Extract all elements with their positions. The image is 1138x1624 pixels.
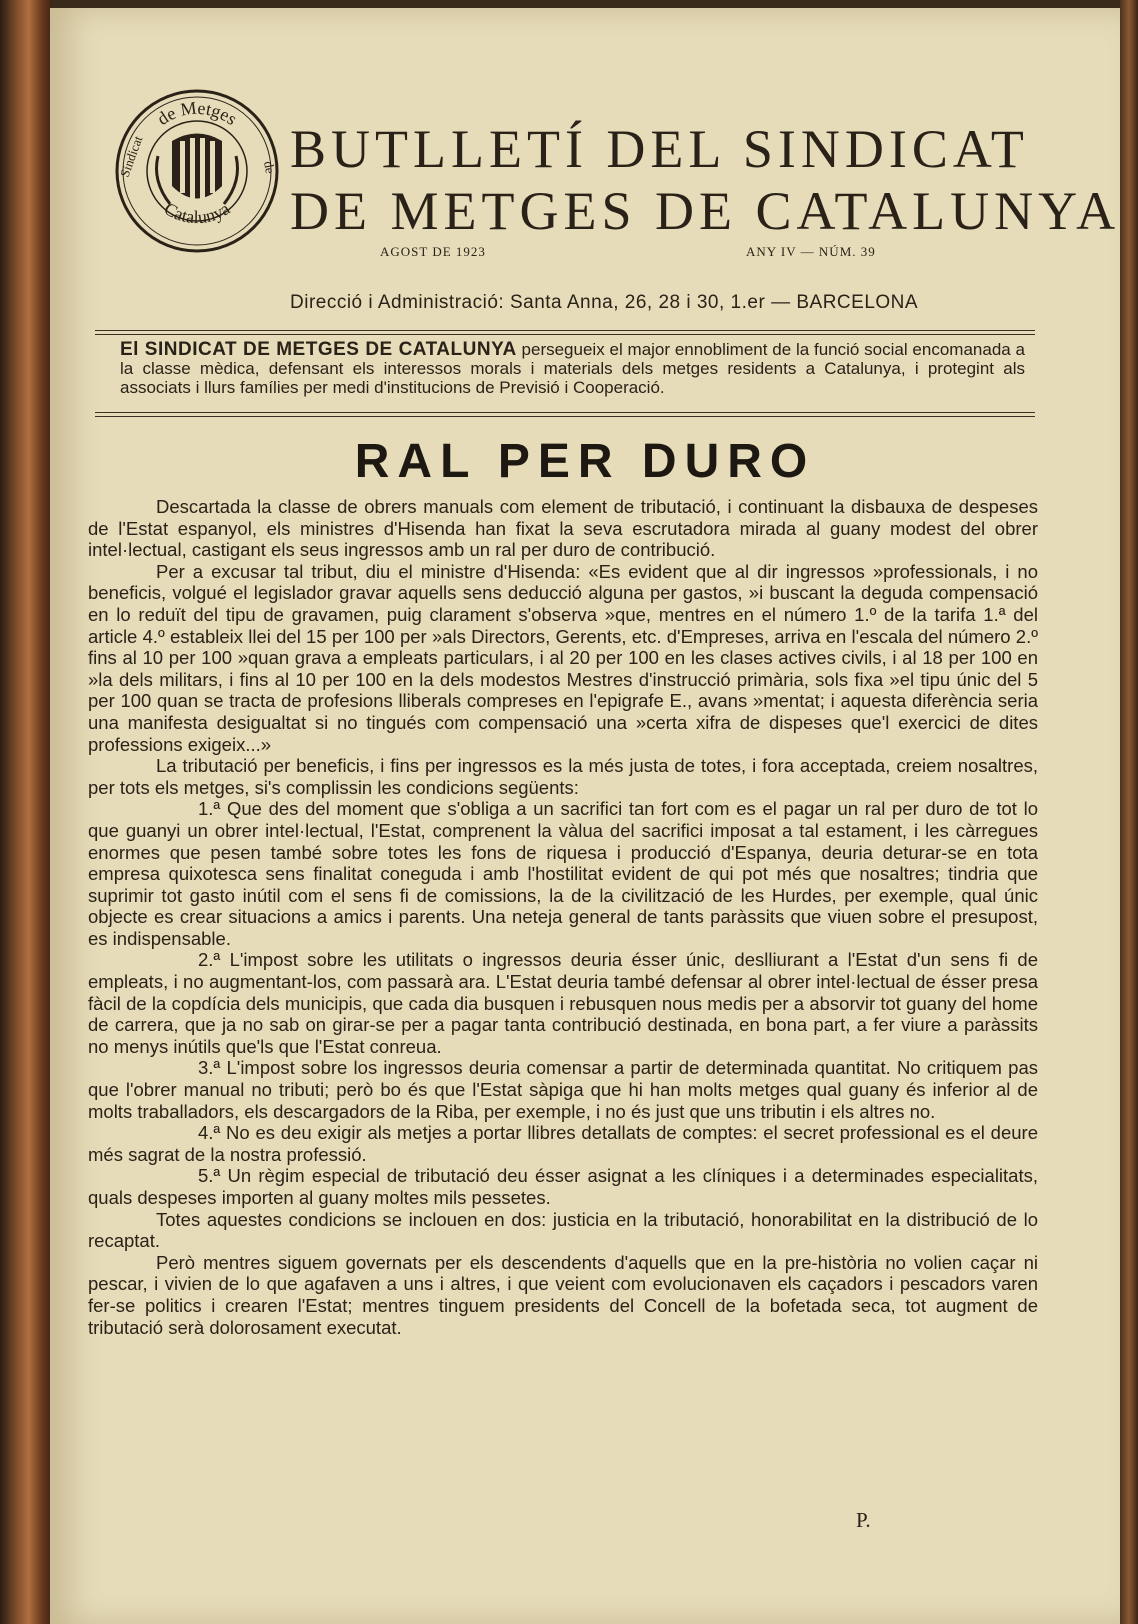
article-paragraph: Però mentres siguem governats per els descendents d'aquells que en la pre-història no volien caçar ni pescar, i vivien de lo que agafaven a uns i altres, i que veient com evolucionaven els caçadors i pescadors varen fer-se politics i crearen l'Estat; mentres tinguem presidents del Concell de la bofetada seca, tot augment de tributació serà dolorosament executat. bbox=[88, 1251, 1038, 1338]
svg-text:Catalunya: Catalunya bbox=[160, 198, 234, 228]
divider-top-double bbox=[95, 334, 1035, 335]
book-binding-edge bbox=[1120, 0, 1138, 1624]
syndicate-mission-statement bbox=[120, 340, 1025, 397]
svg-text:de Metges: de Metges bbox=[153, 97, 241, 130]
article-condition-2: 2.ª L'impost sobre les utilitats o ingressos deuria ésser únic, deslliurant a l'Estat d'un sens fi de empleats, i no augmentant-los, com passarà ara. L'Estat deuria també defensar al obrer intel·lectual de ésser presa fàcil de la copdícia dels municipis, que cada dia busquen i rebusquen nous medis per a absorvir tot guany del home de carrera, que ja no sab on girar-se per a pagar tanta contribució destinada, en bona part, a fer viure a paràssits no menys inútils que'ls que l'Estat conreua. bbox=[88, 949, 1038, 1057]
article-paragraph: Descartada la classe de obrers manuals com element de tributació, i continuant la disbauxa de despeses de l'Estat espanyol, els ministres d'Hisenda han fixat la seva escrutadora mirada al guany modest del obrer intel·lectual, castigant els seus ingressos amb un ral per duro de contribució. bbox=[88, 496, 1038, 561]
article-condition-3: 3.ª L'impost sobre los ingressos deuria comensar a partir de determinada quantitat. No critiquem pas que l'obrer manual no tributi; però bo és que l'Estat sàpiga que hi han molts metges qual guany és inferior al de molts traballadors, els descargadors de la Riba, per exemple, i no és just que uns tributin i els altres no. bbox=[88, 1057, 1038, 1122]
article-condition-4: 4.ª No es deu exigir als metjes a portar llibres detallats de comptes: el secret professional es el deure més sagrat de la nostra professió. bbox=[88, 1122, 1038, 1165]
divider-bottom bbox=[95, 412, 1035, 413]
issue-date: AGOST DE 1923 bbox=[380, 244, 486, 259]
journal-page bbox=[50, 8, 1120, 1624]
journal-title-line1: BUTLLETÍ DEL SINDICAT bbox=[290, 119, 1029, 179]
syndicate-seal-logo bbox=[112, 86, 282, 256]
syndicate-name: El SINDICAT DE METGES DE CATALUNYA bbox=[120, 339, 517, 360]
book-binding-spine bbox=[0, 0, 52, 1624]
article-condition-1: 1.ª Que des del moment que s'obliga a un sacrifici tan fort com es el pagar un ral per duro de tot lo que guanyi un obrer intel·lectual, l'Estat, comprenent la vàlua del sacrifici imposat a tal estament, i les càrregues enormes que pesen també sobre totes les fons de riquesa i producció d'Espanya, deuria deturar-se en tota empresa quixotesca sens finalitat coneguda i amb l'hostilitat evident de qui pot més que nosaltres; tindria que suprimir tot gasto inútil com el sens fi de comissions, la de la civilització de les Hurdes, per exemple, qual únic objecte es crear situacions a amics i parents. Una neteja general de tants paràssits que viuen sobre el presupost, es indispensable. bbox=[88, 798, 1038, 949]
mission-text: persegueix el major ennobliment de la funció social encomanada a la classe mèdica, defensant els interessos morals i materials dels metges residents a Catalunya, i protegint als associats i llurs famílies per medi d'institucions de Previsió i Cooperació. bbox=[120, 340, 1025, 397]
article-body bbox=[88, 496, 1038, 1338]
divider-top bbox=[95, 330, 1035, 331]
divider-bottom-double bbox=[95, 416, 1035, 417]
article-paragraph: Per a excusar tal tribut, diu el ministre d'Hisenda: «Es evident que al dir ingressos »professionals, i no beneficis, volgué el legislador gravar aquells sens deducció alguna per gastos, »i buscant la deguda compensació en lo reduït del tipu de gravamen, puig clarament s'observa »que, mentres en el número 1.º de la tarifa 1.ª del article 4.º estableix llei del 15 per 100 per »als Directors, Gerents, etc. d'Empreses, arriva en l'escala del número 2.º fins al 10 per 100 »quan grava a empleats particulars, i al 20 per 100 en les clases actives civils, i al 18 per 100 en »la dels militars, i fins al 10 per 100 en la dels modestos Mestres d'instrucció primària, sols fixa »el tipu únic del 5 per 100 quan se tracta de profesions lliberals compreses en l'epigrafe E., avans »mentat; i aquesta diferència seria una manifesta desigualtat si no tingués com compensació una »certa xifra de dispeses que'l exercici de dites professions exigeix...» bbox=[88, 560, 1038, 755]
editorial-address: Direcció i Administració: Santa Anna, 26, 28 i 30, 1.er — BARCELONA bbox=[290, 292, 919, 313]
article-headline: RAL PER DURO bbox=[354, 435, 816, 488]
article-paragraph: La tributació per beneficis, i fins per ingressos es la més justa de totes, i fora acceptada, creiem nosaltres, per tots els metges, si's complissin les condicions següents: bbox=[88, 755, 1038, 798]
article-condition-5: 5.ª Un règim especial de tributació deu ésser asignat a les clíniques i a determinades especialitats, quals despeses importen al guany moltes mils pessetes. bbox=[88, 1165, 1038, 1208]
article-paragraph: Totes aquestes condicions se inclouen en dos: justicia en la tributació, honorabilitat en la distribució de lo recaptat. bbox=[88, 1208, 1038, 1252]
author-signature: P. bbox=[856, 1508, 871, 1532]
svg-text:de: de bbox=[261, 159, 278, 175]
issue-number: ANY IV — NÚM. 39 bbox=[746, 244, 876, 259]
svg-text:Sindicat: Sindicat bbox=[116, 133, 146, 180]
journal-title-line2: DE METGES DE CATALUNYA bbox=[290, 181, 1121, 241]
